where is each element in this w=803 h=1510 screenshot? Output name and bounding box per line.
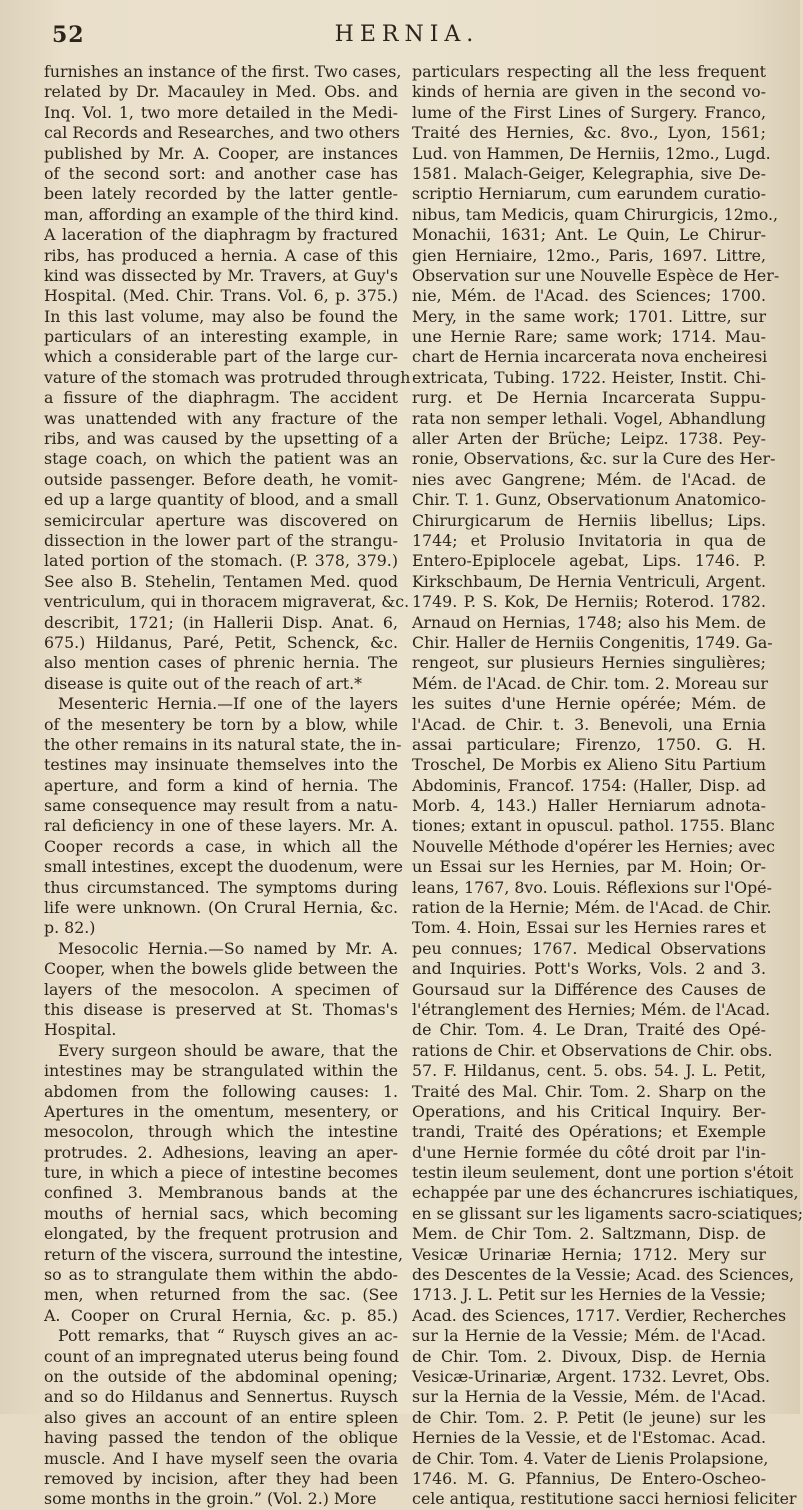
left-column	[44, 62, 411, 1510]
text-line: man, affording an example of the third kind.	[44, 204, 400, 224]
text-line: 1744; et Prolusio Invitatoria in qua de	[412, 530, 766, 550]
text-line: Mery, in the same work; 1701. Littre, sur	[412, 306, 766, 326]
text-line: nibus, tam Medicis, quam Chirurgicis, 12mo.,	[412, 204, 779, 224]
text-line: nies avec Gangrene; Mém. de l'Acad. de	[412, 469, 766, 489]
text-line: l'étranglement des Hernies; Mém. de l'Acad.	[412, 999, 771, 1019]
text-line: Mesenteric Hernia.—If one of the layers	[58, 694, 398, 714]
text-line: of the mesentery be torn by a blow, while	[44, 714, 398, 734]
text-line: rations de Chir. et Observations de Chir. obs.	[412, 1040, 773, 1060]
text-line: semicircular aperture was discovered on	[44, 510, 398, 530]
text-line: on the outside of the abdominal opening;	[44, 1367, 398, 1386]
text-line: which a considerable part of the large cur-	[44, 347, 398, 367]
text-line: Tom. 4. Hoin, Essai sur les Hernies rares et	[412, 918, 766, 938]
text-line: A laceration of the diaphragm by fractured	[44, 225, 398, 245]
text-line: trandi, Traité des Opérations; et Exemple	[412, 1122, 766, 1142]
text-line: published by Mr. A. Cooper, are instances	[44, 143, 398, 163]
text-line: de Chir. Tom. 4. Vater de Lienis Prolapsione,	[412, 1448, 769, 1468]
text-line: stage coach, on which the patient was an	[44, 449, 398, 469]
text-line: elongated, by the frequent protrusion and	[44, 1224, 398, 1244]
text-line: Nouvelle Méthode d'opérer les Hernies; avec	[412, 836, 775, 856]
text-line: une Hernie Rare; same work; 1714. Mau-	[412, 327, 766, 347]
text-line: Traité des Mal. Chir. Tom. 2. Sharp on the	[412, 1081, 766, 1101]
text-line: count of an impregnated uterus being found	[44, 1346, 400, 1366]
text-line: ration de la Hernie; Mém. de l'Acad. de Chir.	[412, 898, 772, 918]
text-line: de Chir. Tom. 2. P. Petit (le jeune) sur les	[412, 1407, 766, 1427]
text-line: Apertures in the omentum, mesentery, or	[44, 1101, 398, 1121]
text-line: life were unknown. (On Crural Hernia, &c.	[44, 898, 398, 918]
text-line: so as to strangulate them within the abdo-	[44, 1265, 398, 1285]
text-line: Lud. von Hammen, De Herniis, 12mo., Lugd.	[412, 143, 771, 163]
text-line: also mention cases of phrenic hernia. The	[44, 653, 398, 673]
text-line: rengeot, sur plusieurs Hernies singulières;	[412, 653, 766, 673]
text-line: Vesicæ-Urinariæ, Argent. 1732. Levret, Obs.	[412, 1367, 770, 1386]
text-line: echappée par une des échancrures ischiatiques,	[412, 1183, 799, 1203]
text-line: de Chir. Tom. 4. Le Dran, Traité des Opé-	[412, 1020, 766, 1040]
text-line: 1746. M. G. Pfannius, De Entero-Oscheo-	[412, 1468, 766, 1488]
text-line: aller Arten der Brüche; Leipz. 1738. Pey-	[412, 429, 766, 449]
text-line: thus circumstanced. The symptoms during	[44, 877, 398, 897]
text-line: nie, Mém. de l'Acad. des Sciences; 1700.	[412, 286, 766, 306]
right-column	[412, 62, 803, 1510]
text-line: 675.) Hildanus, Paré, Petit, Schenck, &c.	[44, 632, 398, 652]
text-line: kinds of hernia are given in the second vo-	[412, 82, 766, 102]
text-line: ribs, and was caused by the upsetting of a	[44, 429, 398, 449]
text-line: chart de Hernia incarcerata nova encheiresi	[412, 347, 768, 367]
text-line: Mem. de Chir Tom. 2. Saltzmann, Disp. de	[412, 1224, 766, 1244]
text-line: Kirkschbaum, De Hernia Ventriculi, Argent.	[412, 571, 766, 591]
text-line: return of the viscera, surround the intestine,	[44, 1244, 403, 1264]
page-header	[52, 22, 752, 52]
text-line: ventriculum, qui in thoracem migraverat, &c.	[44, 592, 410, 612]
text-line: ture, in which a piece of intestine becomes	[44, 1163, 398, 1183]
text-line: Entero-Epiplocele agebat, Lips. 1746. P.	[412, 551, 766, 571]
text-line: disease is quite out of the reach of art.*	[44, 673, 363, 693]
text-line: a fissure of the diaphragm. The accident	[44, 388, 398, 408]
text-line: aperture, and form a kind of hernia. The	[44, 775, 398, 795]
text-line: en se glissant sur les ligaments sacro-sciatiques;	[412, 1203, 803, 1223]
text-line: Inq. Vol. 1, two more detailed in the Medi-	[44, 102, 398, 122]
text-line: cele antiqua, restitutione sacci herniosi feliciter	[412, 1489, 797, 1509]
text-line: of the second sort: and another case has	[44, 163, 398, 183]
text-line: abdomen from the following causes: 1.	[44, 1081, 398, 1101]
text-line: testin ileum seulement, dont une portion s'étoit	[412, 1163, 794, 1183]
text-line: ribs, has produced a hernia. A case of this	[44, 245, 398, 265]
text-line: Mesocolic Hernia.—So named by Mr. A.	[58, 938, 398, 958]
text-line: leans, 1767, 8vo. Louis. Réflexions sur l'Opé-	[412, 877, 772, 897]
text-line: furnishes an instance of the first. Two cases,	[44, 62, 402, 81]
text-line: rata non semper lethali. Vogel, Abhandlung	[412, 408, 766, 428]
text-line: 1713. J. L. Petit sur les Hernies de la Vessie;	[412, 1285, 766, 1305]
text-line: lated portion of the stomach. (P. 378, 379.)	[44, 551, 398, 571]
text-line: extricata, Tubing. 1722. Heister, Instit. Chi-	[412, 367, 766, 387]
text-line: small intestines, except the duodenum, were	[44, 857, 403, 877]
text-line: dissection in the lower part of the strangu-	[44, 530, 398, 550]
text-line: d'une Hernie formée du côté droit par l'in-	[412, 1142, 766, 1162]
text-line: peu connues; 1767. Medical Observations	[412, 938, 766, 958]
text-line: des Descentes de la Vessie; Acad. des Sciences,	[412, 1265, 795, 1285]
text-line: Hospital. (Med. Chir. Trans. Vol. 6, p. 375.)	[44, 286, 398, 306]
text-line: Traité des Hernies, &c. 8vo., Lyon, 1561;	[412, 123, 766, 143]
text-line: Pott remarks, that “ Ruysch gives an ac-	[58, 1326, 398, 1346]
text-line: the other remains in its natural state, the in-	[44, 734, 402, 754]
text-line: Monachii, 1631; Ant. Le Quin, Le Chirur-	[412, 225, 766, 245]
text-line: ed up a large quantity of blood, and a small	[44, 490, 398, 510]
text-line: testines may insinuate themselves into the	[44, 755, 398, 775]
text-line: Hospital.	[44, 1020, 117, 1040]
text-line: Every surgeon should be aware, that the	[58, 1040, 398, 1060]
text-line: 1749. P. S. Kok, De Herniis; Roterod. 1782.	[412, 592, 766, 612]
text-line: outside passenger. Before death, he vomit-	[44, 469, 398, 489]
text-line: describit, 1721; (in Hallerii Disp. Anat. 6,	[44, 612, 398, 632]
text-line: Cooper records a case, in which all the	[44, 836, 398, 856]
text-line: Chirurgicarum de Herniis libellus; Lips.	[412, 510, 766, 530]
text-line: 1581. Malach-Geiger, Kelegraphia, sive De-	[412, 163, 766, 183]
text-line: protrudes. 2. Adhesions, leaving an aper-	[44, 1142, 398, 1162]
text-line: Cooper, when the bowels glide between the	[44, 959, 398, 979]
text-line: l'Acad. de Chir. t. 3. Benevoli, una Ernia	[412, 714, 766, 734]
text-line: Vesicæ Urinariæ Hernia; 1712. Mery sur	[412, 1244, 766, 1264]
text-line: In this last volume, may also be found the	[44, 306, 398, 326]
text-line: assai particulare; Firenzo, 1750. G. H.	[412, 734, 766, 754]
text-line: particulars respecting all the less frequent	[412, 62, 766, 81]
text-line: this disease is preserved at St. Thomas's	[44, 999, 398, 1019]
text-line: de Chir. Tom. 2. Divoux, Disp. de Hernia	[412, 1346, 766, 1366]
text-line: gien Herniaire, 12mo., Paris, 1697. Littre,	[412, 245, 766, 265]
text-line: layers of the mesocolon. A specimen of	[44, 979, 398, 999]
text-line: Acad. des Sciences, 1717. Verdier, Recherches	[412, 1305, 787, 1325]
text-line: cal Records and Researches, and two others	[44, 123, 400, 143]
text-line: men, when returned from the sac. (See	[44, 1285, 398, 1305]
text-line: particulars of an interesting example, in	[44, 327, 398, 347]
text-line: un Essai sur les Hernies, par M. Hoin; Or-	[412, 857, 766, 877]
text-line: been lately recorded by the latter gentle-	[44, 184, 398, 204]
text-line: rurg. et De Hernia Incarcerata Suppu-	[412, 388, 766, 408]
text-line: lume of the First Lines of Surgery. Franco,	[412, 102, 766, 122]
text-line: mouths of hernial sacs, which becoming	[44, 1203, 398, 1223]
text-line: Abdominis, Francof. 1754: (Haller, Disp. ad	[412, 775, 766, 795]
text-line: mesocolon, through which the intestine	[44, 1122, 398, 1142]
text-line: ronie, Observations, &c. sur la Cure des Her-	[412, 449, 776, 469]
text-line: Observation sur une Nouvelle Espèce de Her-	[412, 265, 780, 285]
running-head: HERNIA.	[334, 22, 480, 47]
text-line: removed by incision, after they had been	[44, 1468, 398, 1488]
text-line: ral deficiency in one of these layers. Mr. A.	[44, 816, 398, 836]
text-line: kind was dissected by Mr. Travers, at Guy's	[44, 265, 398, 285]
text-line: vature of the stomach was protruded through	[44, 367, 411, 387]
page-number: 52	[52, 22, 85, 48]
text-line: p. 82.)	[44, 918, 96, 938]
text-line: scriptio Herniarum, cum earundem curatio-	[412, 184, 766, 204]
text-line: having passed the tendon of the oblique	[44, 1428, 398, 1448]
text-line: Operations, and his Critical Inquiry. Ber-	[412, 1101, 766, 1121]
text-line: same consequence may result from a natu-	[44, 796, 398, 816]
text-line: Hernies de la Vessie, et de l'Estomac. Acad.	[412, 1428, 766, 1448]
text-line: tiones; extant in opuscul. pathol. 1755. Blanc	[412, 816, 775, 836]
text-line: Troschel, De Morbis ex Alieno Situ Partium	[412, 755, 766, 775]
text-line: and so do Hildanus and Sennertus. Ruysch	[44, 1387, 398, 1407]
text-line: Arnaud on Hernias, 1748; also his Mem. de	[412, 612, 766, 632]
text-line: 57. F. Hildanus, cent. 5. obs. 54. J. L. Petit,	[412, 1061, 766, 1081]
text-line: also gives an account of an entire spleen	[44, 1407, 398, 1427]
text-line: Goursaud sur la Différence des Causes de	[412, 979, 766, 999]
text-line: les suites d'une Hernie opérée; Mém. de	[412, 694, 766, 714]
text-line: confined 3. Membranous bands at the	[44, 1183, 398, 1203]
text-line: Chir. Haller de Herniis Congenitis, 1749. Ga-	[412, 632, 773, 652]
text-line: some months in the groin.” (Vol. 2.) More	[44, 1489, 377, 1509]
text-line: Morb. 4, 143.) Haller Herniarum adnota-	[412, 796, 766, 816]
text-line: sur la Hernie de la Vessie; Mém. de l'Acad.	[412, 1326, 766, 1346]
text-line: and Inquiries. Pott's Works, Vols. 2 and 3.	[412, 959, 766, 979]
text-line: was unattended with any fracture of the	[44, 408, 398, 428]
text-line: See also B. Stehelin, Tentamen Med. quod	[44, 571, 398, 591]
text-line: intestines may be strangulated within the	[44, 1061, 398, 1081]
text-line: muscle. And I have myself seen the ovaria	[44, 1448, 398, 1468]
text-line: Mém. de l'Acad. de Chir. tom. 2. Moreau sur	[412, 673, 768, 693]
text-line: sur la Hernia de la Vessie, Mém. de l'Acad.	[412, 1387, 766, 1407]
text-line: A. Cooper on Crural Hernia, &c. p. 85.)	[44, 1305, 398, 1325]
text-line: related by Dr. Macauley in Med. Obs. and	[44, 82, 398, 102]
text-line: Chir. T. 1. Gunz, Observationum Anatomico-	[412, 490, 766, 510]
